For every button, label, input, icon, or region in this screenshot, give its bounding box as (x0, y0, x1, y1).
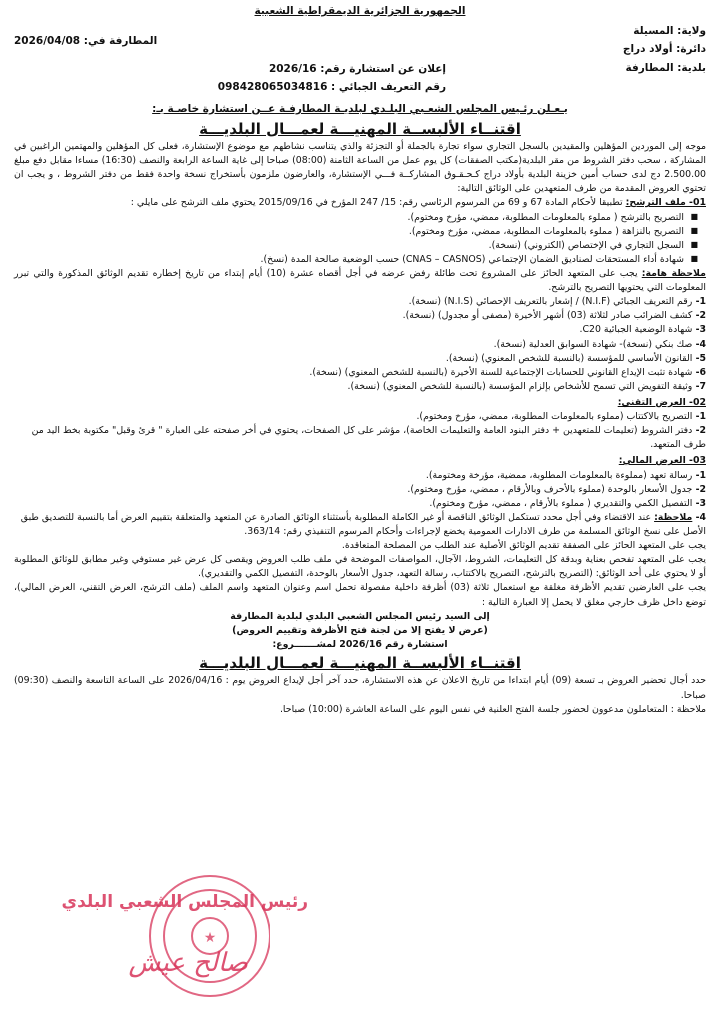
paragraph-envelopes: يجب على العارضين تقديم الأظرفة مغلقة مع استعمال ثلاثة (03) أظرفة داخلية مفصولة تحمل اسم وعنوان المتعهد واسم الملف (ملف الترشح، العرض التقني، العرض المالي)، توضع داخل ظرف خارجي مغلق لا يحمل إلا العبارة التالية : (14, 582, 706, 608)
section-1-title: 01- ملف الترشح: (625, 197, 706, 209)
signature-name: صالح عيش (128, 948, 248, 978)
notice-block (218, 60, 446, 97)
svg-text:★: ★ (203, 930, 217, 946)
section-1-text: تطبيقا لأحكام المادة 67 و 69 من المرسوم الرئاسي رقم: 15/ 247 المؤرخ في 2015/09/16 يحتوي ملف الترشح على مايلي : (130, 197, 626, 209)
section-1-heading (14, 196, 706, 210)
required-docs-list (14, 295, 706, 394)
closing-note: ملاحظة : المتعاملون مدعوون لحضور جلسة الفتح العلنية في نفس اليوم على الساعة العاشرة (10:00) صباحا. (279, 703, 706, 715)
daira-line: دائرة: أولاد دراج (622, 43, 706, 56)
closing-deadline: حدد أجال تحضير العروض بـ تسعة (09) أيام ابتداءا من تاريخ الاعلان عن هذه الاستشارة، حدد آخر أجل لإيداع العروض يوم : 2026/04/16 على الساعة التاسعة والنصف (09:30) صباحا. (14, 675, 706, 701)
republic-title: الجمهورية الجزائرية الديمقراطية الشعبية (254, 5, 466, 17)
list-item: 4- ملاحظة: عند الاقتضاء وفي أجل محدد تستكمل الوثائق الناقصة أو غير الكاملة المطلوبة بأستثناء الوثائق الصادرة عن المتعهد والمتعلقة بتقييم العرض أما بالنسبة للتصديق طبق الأصل على نسخ الوثائق المسلمة من طرف الادارات العمومية يخضع لإجراءات وأحكام المرسوم التنفيذي رقم: 363/14. (20, 511, 706, 537)
list-item: 2- جدول الأسعار بالوحدة (مملوء بالأحرف وبالأرقام ، ممضي، مؤرخ ومختوم). (407, 483, 706, 495)
paragraph-originals: يجب على المتعهد الحائز على الصفقة تقديم الوثائق الأصلية عند الطلب من المصلحة المتعاقدة. (341, 540, 706, 552)
project-title-repeat: اقتنــاء الألبســة المهنيـــة لعمـــال البلديـــة (199, 653, 521, 672)
envelope-consultation: استشارة رقم 2026/16 لمشـــــــروع: (272, 638, 448, 650)
baladia-line: بلدية: المطارفة (625, 61, 706, 74)
list-item: 1- رقم التعريف الجبائي (N.I.F) / إشعار بالتعريف الإحصائي (N.I.S) (نسخة). (408, 296, 706, 308)
list-item: 5- القانون الأساسي للمؤسسة (بالنسبة للشخص المعنوي) (نسخة). (445, 352, 706, 364)
section-2-title: 02- العرض التقني: (617, 396, 706, 408)
section-3-title: 03- العرض المالي: (618, 455, 706, 467)
wilaya-line: ولاية: المسيلة (633, 24, 706, 37)
list-item: 2- دفتر الشروط (تعليمات للمتعهدين + دفتر البنود العامة والتعليمات الخاصة)، مؤشر على كل الصفحات، يحتوي في أخر صفحته على العبارة " قرئ وقبل" مكتوبة بخط اليد من طرف المتعهد. (31, 425, 706, 451)
envelope-mention: (عرض لا يفتح إلا من لجنة فتح الأظرفة وتقييم العروض) (232, 624, 488, 636)
date-line: المطارفة في: 2026/04/08 (14, 34, 158, 47)
list-item: 6- شهادة تثبت الإيداع القانوني للحسابات الإجتماعية للسنة الأخيرة (بالنسبة للشخص المعنوي) (نسخة). (309, 366, 706, 378)
list-item: 4- صك بنكي (نسخة)- شهادة السوابق العدلية (نسخة). (493, 338, 706, 350)
important-note-label: ملاحظة هامة: (641, 267, 706, 279)
notice-number: إعلان عن استشارة رقم: 2026/16 (268, 62, 446, 75)
list-item: ■ شهادة أداء المستحقات لصناديق الضمان الإجتماعي (CNAS – CASNOS) حسب الوضعية صالحة المدة (نسخ). (14, 253, 684, 267)
list-item: 1- التصريح بالاكتتاب (مملوء بالمعلومات المطلوبة، ممضي، مؤرخ ومختوم). (416, 411, 706, 423)
list-item: 2- كشف الضرائب صادر لثلاثة (03) أشهر الأخيرة (مصفى أو مجدول) (نسخة). (402, 310, 706, 322)
list-item: ■ السجل التجاري في الإختصاص (الكتروني) (نسخة). (14, 239, 684, 253)
envelope-address: إلى السيد رئيس المجلس الشعبي البلدي لبلدية المطارفة (230, 610, 490, 622)
list-item: ■ التصريح بالترشح ( مملوء بالمعلومات المطلوبة، ممضي، مؤرخ ومختوم). (14, 211, 684, 225)
list-item: 3- شهادة الوضعية الجبائية C20. (579, 324, 706, 336)
candidacy-list (14, 211, 706, 267)
list-item: 7- وثيقة التفويض التي تسمح للأشخاص بإلزام المؤسسة (بالنسبة للشخص المعنوي) (نسخة). (347, 380, 706, 392)
list-item: 3- التفصيل الكمي والتقديري ( مملوء بالأرقام ، ممضي، مؤرخ ومختوم). (429, 497, 706, 509)
important-note-text: يجب على المتعهد الحائز على المشروع تحت طائلة رفض عرضه في أجل أقصاه عشرة (10) أيام إبتداء من تاريخ إخطاره تقديم الوثائق المذكورة والتي تبرر المعلومات التي يحتويها التصريح بالترشح. (14, 267, 706, 294)
paragraph-exclusion: يجب على المتعهد تفحص بعناية وبدقة كل التعليمات، الشروط، الآجال، المواصفات الموضحة في ملف طلب العروض ويقصى كل عرض غير مستوفي وغير مطابق للوثائق المطلوبة أو لا يحتوي على أحد الوثائق: (التصريح بالترشح، التصريح بالاكتتاب، رسالة التعهد، جدول الأسعار بالوحدة، التفصيل الكمي والتقديري). (14, 554, 706, 580)
technical-offer-list (14, 410, 706, 452)
list-item: ■ التصريح بالنزاهة ( مملوء بالمعلومات المطلوبة، ممضي، مؤرخ ومختوم). (14, 225, 684, 239)
header-row (14, 20, 706, 94)
intro-paragraph (14, 140, 706, 196)
signature-title: رئيس المجلس الشعبي البلدي (61, 892, 308, 912)
admin-block (623, 22, 706, 77)
signature-block (18, 886, 308, 1006)
list-item: 1- رسالة تعهد (مملوءة بالمعلومات المطلوبة، ممضية، مؤرخة ومختومة). (425, 469, 706, 481)
important-note (14, 267, 706, 295)
project-title: اقتنــاء الألبســة المهنيـــة لعمـــال البلديـــة (199, 119, 521, 138)
intro-text: موجه إلى الموردين المؤهلين والمقيدين بالسجل التجاري سواء تجارة بالجملة أو التجزئة والذي يتناسب نشاطهم مع موضوع الإستشارة، فعلى كل المؤهلين والمهتمين الراغبين في المشاركة ، سحب دفتر الشروط من مقر البلدية(مكتب الصفقات) كل يوم عمل من الساعة الثامنة (08:00) صباحا إلى غاية الساعة الرابعة والنصف (16:30) مساءا مقابل دفع مبلغ 2.500.00 دج لدى حساب أمين خزينة البلدية بأولاد دراج كـحـقـوق المشاركــة فـــي الإستشارة، والعارضون ملزمون بأستخراج نسخة واحدة فقط من دفتر الشروط ، و يجب ان تحتوي العروض المقدمة من طرف المتعهدين على الوثائق التالية: (14, 141, 706, 195)
announce-line: يـعـلن رئـيس المجلس الشعـبي البلـدي لبلديـة المطارفـة عــن استشارة خاصـة بـ: (152, 102, 568, 115)
financial-offer-list (14, 469, 706, 540)
tax-id: رقم التعريف الجبائي : 098428065034816 (217, 81, 446, 94)
